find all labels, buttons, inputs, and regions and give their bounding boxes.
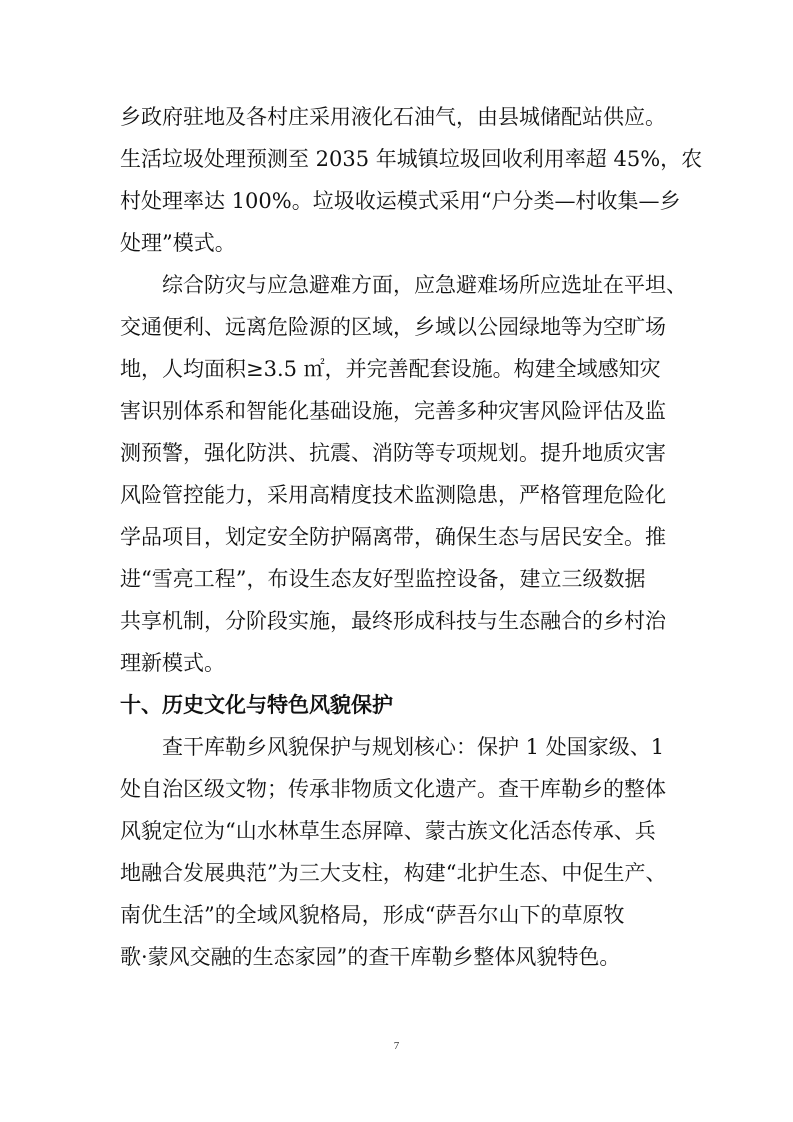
text-line: 学品项目，划定安全防护隔离带，确保生态与居民安全。推 [120,525,666,549]
text-line: 交通便利、远离危险源的区域，乡域以公园绿地等为空旷场 [120,315,666,339]
text-line: 歌·蒙风交融的生态家园”的查干库勒乡整体风貌特色。 [120,945,621,969]
text-line: 处理”模式。 [120,231,236,255]
text-line: 生活垃圾处理预测至 2035 年城镇垃圾回收利用率超 45%，农 [120,147,703,171]
text-line: 进“雪亮工程”，布设生态友好型监控设备，建立三级数据 [120,567,646,591]
section-heading: 十、历史文化与特色风貌保护 [120,693,393,717]
text-line: 查干库勒乡风貌保护与规划核心：保护 1 处国家级、1 [162,735,665,759]
text-line: 测预警，强化防洪、抗震、消防等专项规划。提升地质灾害 [120,441,666,465]
text-line: 害识别体系和智能化基础设施，完善多种灾害风险评估及监 [120,399,666,423]
text-line: 综合防灾与应急避难方面，应急避难场所应选址在平坦、 [162,273,687,297]
text-line: 南优生活”的全域风貌格局，形成“萨吾尔山下的草原牧 [120,903,625,927]
text-line: 风貌定位为“山水林草生态屏障、蒙古族文化活态传承、兵 [120,819,656,843]
text-line: 理新模式。 [120,651,225,675]
text-line: 地，人均面积≥3.5 ㎡，并完善配套设施。构建全域感知灾 [120,357,661,381]
text-line: 村处理率达 100%。垃圾收运模式采用“户分类—村收集—乡 [120,189,681,213]
text-line: 共享机制，分阶段实施，最终形成科技与生态融合的乡村治 [120,609,666,633]
text-line: 处自治区级文物；传承非物质文化遗产。查干库勒乡的整体 [120,777,666,801]
text-line: 风险管控能力，采用高精度技术监测隐患，严格管理危险化 [120,483,666,507]
page-number: 7 [393,1040,400,1052]
text-line: 乡政府驻地及各村庄采用液化石油气，由县城储配站供应。 [120,105,666,129]
text-line: 地融合发展典范”为三大支柱，构建“北护生态、中促生产、 [120,861,667,885]
